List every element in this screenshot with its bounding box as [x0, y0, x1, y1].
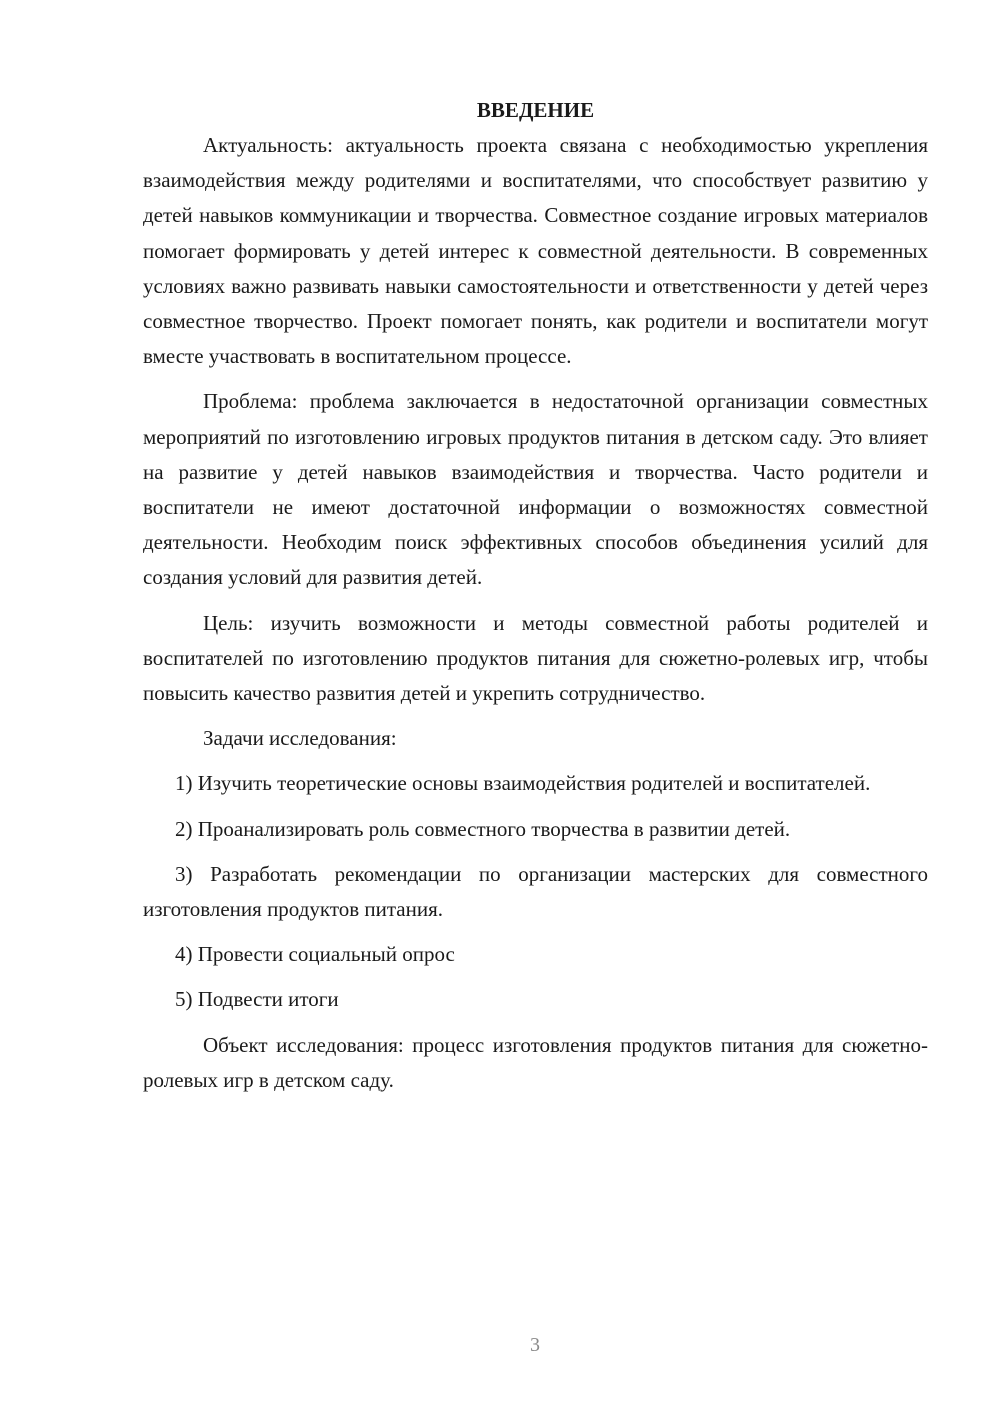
- goal-paragraph: Цель: изучить возможности и методы совместной работы родителей и воспитателей по изготовлению продуктов питания для сюжетно-ролевых игр, чтобы повысить качество развития детей и укрепить сотрудничество.: [143, 610, 928, 706]
- problem-paragraph: Проблема: проблема заключается в недостаточной организации совместных мероприятий по изготовлению игровых продуктов питания в детском саду. Это влияет на развитие у детей навыков взаимодействия и творчества. Часто родители и воспитатели не имеют достаточной информации о возможностях совместной деятельности. Необходим поиск эффективных способов объединения усилий для создания условий для развития детей.: [143, 389, 928, 590]
- task-item-3: 3) Разработать рекомендации по организации мастерских для совместного изготовления продуктов питания.: [143, 861, 928, 922]
- relevance-paragraph: Актуальность: актуальность проекта связана с необходимостью укрепления взаимодействия между родителями и воспитателями, что способствует развитию у детей навыков коммуникации и творчества. Совместное создание игровых материалов помогает формировать у детей интерес к совместной деятельности. В современных условиях важно развивать навыки самостоятельности и ответственности у детей через совместное творчество. Проект помогает понять, как родители и воспитатели могут вместе участвовать в воспитательном процессе.: [143, 133, 928, 369]
- task-item-2: 2) Проанализировать роль совместного творчества в развитии детей.: [175, 816, 791, 841]
- page-number: 3: [530, 1334, 540, 1356]
- task-item-5: 5) Подвести итоги: [175, 987, 339, 1012]
- tasks-title: Задачи исследования:: [203, 726, 397, 751]
- task-item-4: 4) Провести социальный опрос: [175, 942, 455, 967]
- object-paragraph: Объект исследования: процесс изготовления продуктов питания для сюжетно-ролевых игр в детском саду.: [143, 1032, 928, 1092]
- section-heading: ВВЕДЕНИЕ: [476, 98, 595, 122]
- page-content: [143, 93, 928, 1098]
- task-item-1: 1) Изучить теоретические основы взаимодействия родителей и воспитателей.: [175, 771, 871, 796]
